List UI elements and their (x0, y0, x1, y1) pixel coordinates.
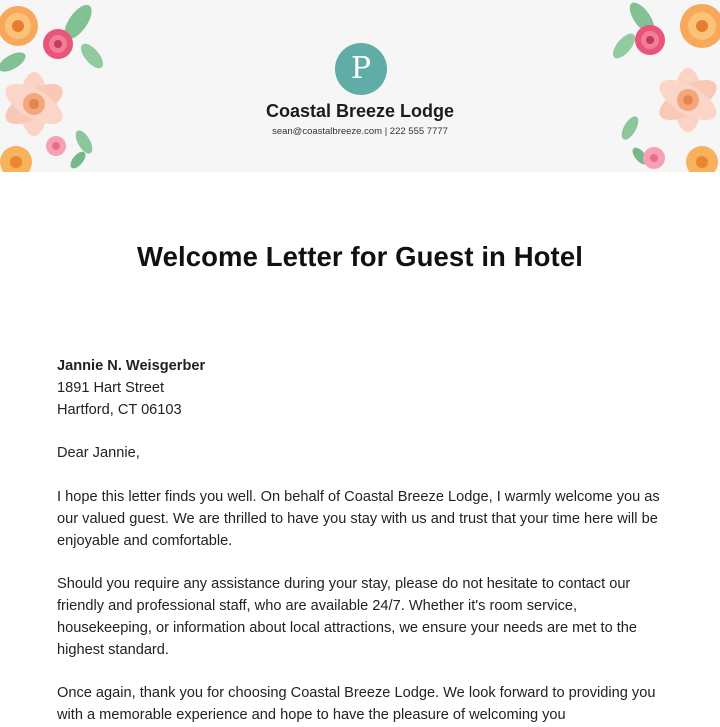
recipient-name: Jannie N. Weisgerber (57, 358, 206, 374)
recipient-street: 1891 Hart Street (57, 379, 165, 396)
logo-letter: P (350, 51, 372, 86)
paragraph: Should you require any assistance during your stay, please do not hesitate to contact our friendly and professional staff, who are available 24/7. Whether it's room service, housekeeping, or information about local attractions, we ensure your needs are met to the highest standard. (57, 576, 638, 658)
floral-corner-icon (0, 0, 110, 172)
recipient-city: Hartford, CT 06103 (57, 401, 182, 418)
page-title: Welcome Letter for Guest in Hotel (137, 241, 583, 272)
company-logo (335, 43, 387, 95)
letterhead (0, 0, 720, 172)
paragraph: I hope this letter finds you well. On behalf of Coastal Breeze Lodge, I warmly welcome you as our valued guest. We are thrilled to have you stay with us and trust that your time here will be enjoyable and comfortable. (57, 488, 660, 549)
floral-corner-icon (610, 0, 720, 172)
company-name: Coastal Breeze Lodge (265, 101, 455, 121)
paragraph: Once again, thank you for choosing Coastal Breeze Lodge. We look forward to providing you with a memorable experience and hope to have the pleasure of welcoming you (57, 685, 656, 723)
salutation: Dear Jannie, (57, 445, 140, 462)
company-contact: sean@coastalbreeze.com | 222 555 7777 (272, 126, 448, 137)
letter-body (57, 356, 667, 727)
